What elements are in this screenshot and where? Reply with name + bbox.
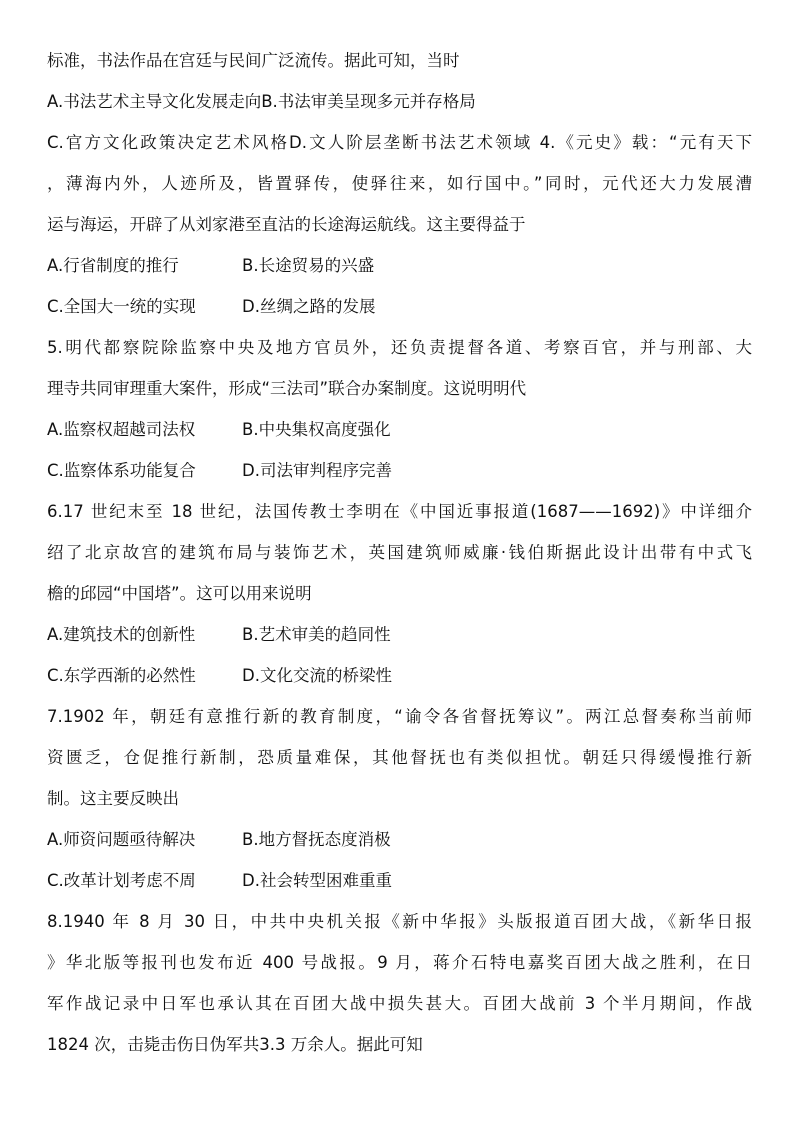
q7-option-a: A.师资问题亟待解决: [47, 830, 196, 849]
q7-stem-line-2: 资匮乏，仓促推行新制，恐质量难保，其他督抚也有类似担忧。朝廷只得缓慢推行新: [47, 748, 752, 767]
q6-options-cd: [47, 665, 392, 687]
q5-option-a: A.监察权超越司法权: [47, 420, 196, 439]
q7-option-b: B.地方督抚态度消极: [242, 830, 391, 849]
q4-stem-line-3: 运与海运，开辟了从刘家港至直沽的长途海运航线。这主要得益于: [47, 215, 526, 234]
q8-stem-line-2: 》华北版等报刊也发布近 400 号战报。9 月，蒋介石特电嘉奖百团大战之胜利，在日: [47, 953, 752, 972]
q5-stem-line-2: 理寺共同审理重大案件，形成“三法司”联合办案制度。这说明明代: [47, 379, 527, 398]
q4-options-cd: [47, 296, 375, 318]
q8-stem-line-3: 军作战记录中日军也承认其在百团大战中损失甚大。百团大战前 3 个半月期间，作战: [47, 994, 752, 1013]
q6-stem-line-2: 绍了北京故宫的建筑布局与装饰艺术，英国建筑师威廉·钱伯斯据此设计出带有中式飞: [47, 543, 752, 562]
q5-options-ab: [47, 419, 391, 441]
q6-option-b: B.艺术审美的趋同性: [242, 625, 391, 644]
q6-options-ab: [47, 624, 391, 646]
q3-options-ab: A.书法艺术主导文化发展走向B.书法审美呈现多元并存格局: [47, 92, 476, 111]
q7-options-ab: [47, 829, 391, 851]
q5-option-d: D.司法审判程序完善: [242, 461, 392, 480]
q7-option-d: D.社会转型困难重重: [242, 871, 392, 890]
q6-stem-line-1: 6.17 世纪末至 18 世纪，法国传教士李明在《中国近事报道(1687——1692)》中详细介: [47, 502, 752, 521]
q6-option-d: D.文化交流的桥梁性: [242, 666, 392, 685]
q6-option-a: A.建筑技术的创新性: [47, 625, 196, 644]
q7-option-c: C.改革计划考虑不周: [47, 871, 196, 890]
text-line-1: 标准，书法作品在宫廷与民间广泛流传。据此可知，当时: [47, 51, 460, 70]
q4-stem-line-2: ，薄海内外，人迹所及，皆置驿传，使驿往来，如行国中。”同时，元代还大力发展漕: [47, 174, 752, 193]
q4-option-d: D.丝绸之路的发展: [242, 297, 376, 316]
q5-option-b: B.中央集权高度强化: [242, 420, 391, 439]
q5-options-cd: [47, 460, 392, 482]
q3-options-cd-and-q4-stem: C.官方文化政策决定艺术风格D.文人阶层垄断书法艺术领域 4.《元史》载：“元有天下: [47, 133, 752, 152]
q7-options-cd: [47, 870, 392, 892]
q8-stem-line-4: 1824 次，击毙击伤日伪军共3.3 万余人。据此可知: [47, 1035, 423, 1054]
q8-stem-line-1: 8.1940 年 8 月 30 日，中共中央机关报《新中华报》头版报道百团大战，《新华日报: [47, 912, 752, 931]
q5-option-c: C.监察体系功能复合: [47, 461, 196, 480]
q4-option-b: B.长途贸易的兴盛: [242, 256, 375, 275]
q4-options-ab: [47, 255, 374, 277]
q5-stem-line-1: 5.明代都察院除监察中央及地方官员外，还负责提督各道、考察百官，并与刑部、大: [47, 338, 752, 357]
q4-option-c: C.全国大一统的实现: [47, 297, 196, 316]
q7-stem-line-3: 制。这主要反映出: [47, 789, 179, 808]
q6-option-c: C.东学西渐的必然性: [47, 666, 196, 685]
q6-stem-line-3: 檐的邱园“中国塔”。这可以用来说明: [47, 584, 312, 603]
q7-stem-line-1: 7.1902 年，朝廷有意推行新的教育制度，“谕令各省督抚筹议”。两江总督奏称当前师: [47, 707, 752, 726]
q4-option-a: A.行省制度的推行: [47, 256, 179, 275]
